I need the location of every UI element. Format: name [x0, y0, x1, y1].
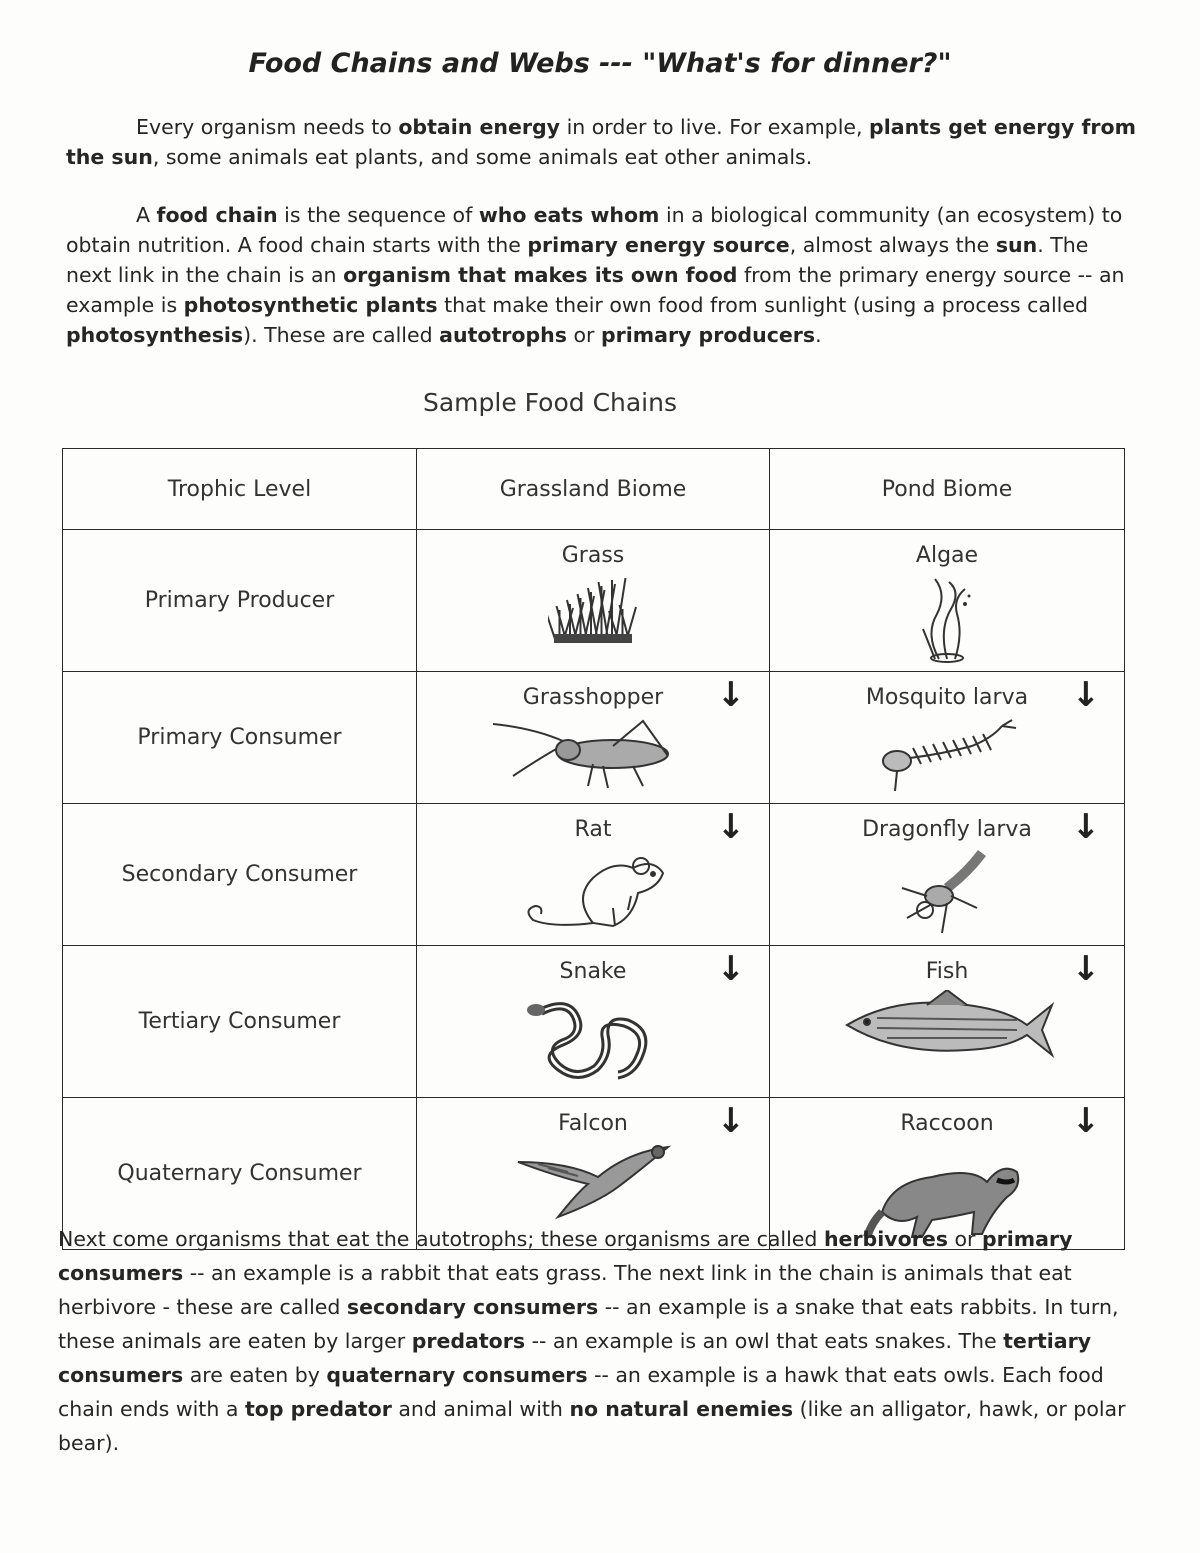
- grassland-organism-cell: [417, 946, 770, 1098]
- text-run: . The next link in the chain is an: [66, 233, 1089, 287]
- grassland-organism-cell: [417, 672, 770, 804]
- organism-name: Grass: [561, 543, 625, 568]
- organism-name: Snake: [559, 959, 627, 984]
- pond-organism-cell: [770, 804, 1125, 946]
- text-run: ). These are called: [243, 323, 440, 347]
- text-run: or: [947, 1227, 982, 1251]
- text-run: from the primary energy source -- an example is: [66, 263, 1125, 317]
- table-header-row: [63, 449, 1125, 530]
- intro-paragraph-food-chain: [66, 200, 1138, 350]
- organism-name: Fish: [925, 959, 969, 984]
- key-term: top predator: [244, 1397, 392, 1421]
- pond-organism-cell: [770, 946, 1125, 1098]
- snake-icon: [418, 990, 768, 1096]
- organism-name: Grasshopper: [522, 685, 664, 710]
- text-run: Next come organisms that eat the autotrophs; these organisms are called: [58, 1227, 824, 1251]
- down-arrow-icon: ↓: [1071, 675, 1100, 715]
- text-run: -- an example is a rabbit that eats grass. The next link in the chain is animals that eat herbivore - these are called: [58, 1261, 1072, 1319]
- key-term: obtain energy: [398, 115, 561, 139]
- trophic-level-cell: Tertiary Consumer: [63, 946, 417, 1098]
- intro-paragraph-energy: [66, 112, 1138, 172]
- down-arrow-icon: ↓: [1071, 1101, 1100, 1141]
- trophic-level-cell: Primary Producer: [63, 530, 417, 672]
- down-arrow-icon: ↓: [716, 675, 745, 715]
- text-run: A: [136, 203, 157, 227]
- key-term: photosynthesis: [66, 323, 244, 347]
- down-arrow-icon: ↓: [1071, 949, 1100, 989]
- trophic-level-cell: Secondary Consumer: [63, 804, 417, 946]
- trophic-level-cell: Quaternary Consumer: [63, 1098, 417, 1250]
- trophic-level-cell: Primary Consumer: [63, 672, 417, 804]
- key-term: quaternary consumers: [326, 1363, 588, 1387]
- key-term: predators: [411, 1329, 526, 1353]
- algae-icon: [771, 574, 1123, 670]
- header-grassland-biome: Grassland Biome: [417, 449, 770, 530]
- text-run: is the sequence of: [277, 203, 479, 227]
- grass-icon: [418, 574, 768, 650]
- organism-name: Mosquito larva: [865, 685, 1029, 710]
- table-row: [63, 530, 1125, 672]
- text-run: (like an alligator, hawk, or polar bear).: [58, 1397, 1126, 1455]
- key-term: autotrophs: [439, 323, 567, 347]
- down-arrow-icon: ↓: [716, 949, 745, 989]
- fish-icon: [771, 990, 1123, 1071]
- pond-organism-cell: [770, 672, 1125, 804]
- text-run: are eaten by: [183, 1363, 327, 1387]
- text-run: -- an example is a hawk that eats owls. Each food chain ends with a: [58, 1363, 1104, 1421]
- text-run: that make their own food from sunlight (using a process called: [437, 293, 1088, 317]
- text-run: Every organism needs to: [136, 115, 399, 139]
- key-term: primary energy source: [527, 233, 790, 257]
- key-term: primary producers: [600, 323, 816, 347]
- table-row: [63, 946, 1125, 1098]
- key-term: sun: [995, 233, 1038, 257]
- text-run: in a biological community (an ecosystem) to obtain nutrition. A food chain starts with the: [66, 203, 1123, 257]
- text-run: and animal with: [391, 1397, 570, 1421]
- down-arrow-icon: ↓: [716, 1101, 745, 1141]
- organism-name: Dragonfly larva: [862, 817, 1032, 842]
- header-pond-biome: Pond Biome: [770, 449, 1125, 530]
- food-chain-table: [62, 448, 1125, 1250]
- text-run: or: [566, 323, 601, 347]
- table-row: [63, 672, 1125, 804]
- text-run: in order to live. For example,: [560, 115, 870, 139]
- organism-name: Rat: [574, 817, 612, 842]
- text-run: , almost always the: [789, 233, 996, 257]
- grassland-organism-cell: [417, 530, 770, 672]
- down-arrow-icon: ↓: [716, 807, 745, 847]
- key-term: organism that makes its own food: [343, 263, 738, 287]
- grassland-organism-cell: [417, 804, 770, 946]
- falcon-icon: [418, 1142, 768, 1228]
- grasshopper-icon: [418, 716, 768, 802]
- key-term: no natural enemies: [569, 1397, 794, 1421]
- key-term: photosynthetic plants: [183, 293, 438, 317]
- key-term: plants get energy from the sun: [66, 115, 1136, 169]
- organism-name: Falcon: [558, 1111, 628, 1136]
- page-title: Food Chains and Webs --- "What's for dinner?": [248, 48, 952, 79]
- header-trophic-level: Trophic Level: [63, 449, 417, 530]
- closing-paragraph-consumers: [58, 1222, 1133, 1460]
- key-term: secondary consumers: [346, 1295, 599, 1319]
- rat-icon: [418, 848, 768, 939]
- text-run: -- an example is an owl that eats snakes. The: [525, 1329, 1004, 1353]
- key-term: primary consumers: [58, 1227, 1073, 1285]
- down-arrow-icon: ↓: [1071, 807, 1100, 847]
- mosquito-larva-icon: [771, 716, 1123, 802]
- key-term: food chain: [156, 203, 278, 227]
- pond-organism-cell: [770, 530, 1125, 672]
- key-term: who eats whom: [478, 203, 660, 227]
- key-term: tertiary consumers: [58, 1329, 1092, 1387]
- dragonfly-larva-icon: [771, 848, 1123, 944]
- text-run: .: [815, 323, 822, 347]
- text-run: -- an example is a snake that eats rabbits. In turn, these animals are eaten by larger: [58, 1295, 1119, 1353]
- table-caption: Sample Food Chains: [422, 388, 678, 417]
- organism-name: Algae: [915, 543, 979, 568]
- table-row: [63, 804, 1125, 946]
- text-run: , some animals eat plants, and some animals eat other animals.: [152, 145, 813, 169]
- key-term: herbivores: [823, 1227, 948, 1251]
- organism-name: Raccoon: [900, 1111, 994, 1136]
